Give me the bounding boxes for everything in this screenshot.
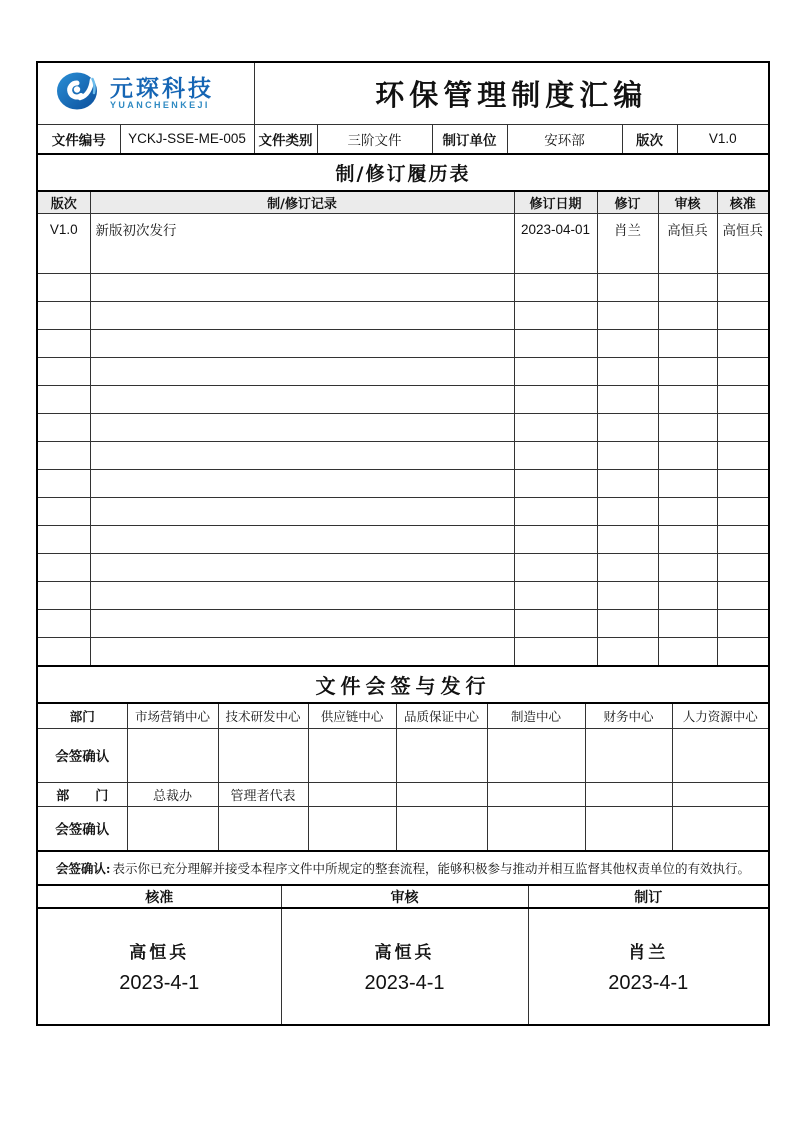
revision-row (38, 213, 768, 245)
revision-empty-rows (38, 245, 768, 665)
empty-cell (38, 609, 90, 637)
company-name-latin: YUANCHENKEJI (110, 100, 210, 111)
doc-version-label: 版次 (622, 124, 677, 154)
empty-cell (90, 413, 514, 441)
empty-cell (597, 273, 658, 301)
revision-empty-row (38, 553, 768, 581)
empty-cell (717, 413, 768, 441)
empty-cell (38, 413, 90, 441)
empty-cell (658, 441, 717, 469)
dept-cell: 技术研发中心 (218, 704, 308, 728)
revision-empty-row (38, 413, 768, 441)
doc-unit-value: 安环部 (507, 124, 622, 154)
empty-cell (514, 553, 597, 581)
empty-cell (597, 385, 658, 413)
signoff-table (38, 704, 768, 850)
empty-cell (514, 525, 597, 553)
dept-cell: 制造中心 (487, 704, 585, 728)
revision-empty-row (38, 245, 768, 273)
signature-cell (127, 728, 218, 782)
doc-category-value: 三阶文件 (317, 124, 432, 154)
empty-cell (658, 385, 717, 413)
doc-category-label: 文件类别 (254, 124, 317, 154)
empty-cell (90, 329, 514, 357)
logo-cell (38, 63, 254, 124)
empty-cell (90, 609, 514, 637)
revision-empty-row (38, 329, 768, 357)
empty-cell (90, 301, 514, 329)
empty-cell (597, 637, 658, 665)
empty-cell (717, 441, 768, 469)
dept-cell: 市场营销中心 (127, 704, 218, 728)
confirm-label2: 会签确认 (38, 806, 127, 850)
signature-cell (218, 806, 308, 850)
doc-version-value: V1.0 (677, 124, 768, 154)
doc-number-value: YCKJ-SSE-ME-005 (120, 124, 254, 154)
empty-cell (38, 441, 90, 469)
revision-empty-row (38, 357, 768, 385)
revision-empty-row (38, 385, 768, 413)
empty-cell (597, 497, 658, 525)
revision-reviewer: 高恒兵 (658, 213, 717, 245)
empty-cell (597, 525, 658, 553)
empty-cell (658, 301, 717, 329)
doc-info-row (38, 124, 768, 154)
revision-approver: 高恒兵 (717, 213, 768, 245)
signature-cell (308, 728, 396, 782)
empty-cell (717, 497, 768, 525)
empty-cell (38, 273, 90, 301)
signature-cell (672, 728, 768, 782)
empty-cell (514, 637, 597, 665)
empty-cell (658, 637, 717, 665)
empty-cell (658, 329, 717, 357)
empty-cell (597, 301, 658, 329)
company-logo-icon (56, 69, 100, 117)
col-approver: 核准 (717, 192, 768, 213)
revision-empty-row (38, 273, 768, 301)
empty-cell (514, 329, 597, 357)
review-signature-cell (281, 908, 528, 1024)
approver-name: 高恒兵 (129, 943, 190, 963)
empty-cell (90, 441, 514, 469)
dept-cell: 品质保证中心 (396, 704, 487, 728)
revision-record: 新版初次发行 (90, 213, 514, 245)
revision-version: V1.0 (38, 213, 90, 245)
empty-cell (90, 525, 514, 553)
signoff-confirm-row (38, 728, 768, 782)
empty-cell (90, 637, 514, 665)
empty-cell (90, 581, 514, 609)
empty-cell (38, 525, 90, 553)
revision-table (38, 192, 768, 665)
signoff-dept-header-row2 (38, 782, 768, 806)
empty-cell (90, 357, 514, 385)
document-page (36, 61, 770, 1026)
signoff-note (38, 850, 768, 886)
empty-cell (717, 609, 768, 637)
empty-cell (597, 441, 658, 469)
revision-empty-row (38, 525, 768, 553)
signoff-section-title: 文件会签与发行 (38, 665, 768, 704)
dept-cell (672, 782, 768, 806)
signature-cell (487, 806, 585, 850)
empty-cell (717, 385, 768, 413)
drafter-name: 肖兰 (628, 943, 669, 963)
revision-empty-row (38, 609, 768, 637)
approval-header-row (38, 886, 768, 908)
revision-empty-row (38, 469, 768, 497)
page-title: 环保管理制度汇编 (254, 63, 768, 124)
col-version: 版次 (38, 192, 90, 213)
empty-cell (658, 497, 717, 525)
empty-cell (597, 413, 658, 441)
col-reviser: 修订 (597, 192, 658, 213)
dept-cell (487, 782, 585, 806)
empty-cell (658, 273, 717, 301)
revision-section-title: 制/修订履历表 (38, 155, 768, 192)
empty-cell (717, 525, 768, 553)
revision-empty-row (38, 581, 768, 609)
empty-cell (514, 497, 597, 525)
col-date: 修订日期 (514, 192, 597, 213)
empty-cell (514, 441, 597, 469)
signature-cell (396, 806, 487, 850)
empty-cell (514, 385, 597, 413)
empty-cell (597, 357, 658, 385)
document-header-table (38, 63, 768, 155)
empty-cell (597, 609, 658, 637)
drafter-date: 2023-4-1 (608, 972, 689, 994)
empty-cell (717, 273, 768, 301)
revision-empty-row (38, 441, 768, 469)
empty-cell (717, 245, 768, 273)
empty-cell (38, 357, 90, 385)
empty-cell (658, 469, 717, 497)
empty-cell (514, 581, 597, 609)
reviewer-name: 高恒兵 (374, 943, 435, 963)
approval-table (38, 886, 768, 1024)
empty-cell (658, 581, 717, 609)
empty-cell (38, 581, 90, 609)
empty-cell (514, 357, 597, 385)
revision-empty-row (38, 637, 768, 665)
dept-cell: 供应链中心 (308, 704, 396, 728)
empty-cell (717, 469, 768, 497)
empty-cell (597, 245, 658, 273)
col-reviewer: 审核 (658, 192, 717, 213)
empty-cell (38, 301, 90, 329)
empty-cell (717, 581, 768, 609)
empty-cell (597, 469, 658, 497)
empty-cell (90, 497, 514, 525)
dept-cell (396, 782, 487, 806)
signature-cell (218, 728, 308, 782)
signature-cell (487, 728, 585, 782)
doc-unit-label: 制订单位 (432, 124, 507, 154)
signature-cell (127, 806, 218, 850)
dept-label: 部门 (38, 704, 127, 728)
empty-cell (514, 413, 597, 441)
signature-cell (585, 806, 672, 850)
empty-cell (90, 553, 514, 581)
approve-signature-cell (38, 908, 281, 1024)
dept-label2: 部 门 (38, 782, 127, 806)
draft-signature-cell (528, 908, 768, 1024)
signoff-confirm-row2 (38, 806, 768, 850)
revision-date: 2023-04-01 (514, 213, 597, 245)
empty-cell (658, 245, 717, 273)
empty-cell (90, 385, 514, 413)
signature-cell (396, 728, 487, 782)
dept-cell: 人力资源中心 (672, 704, 768, 728)
revision-empty-row (38, 497, 768, 525)
dept-cell (585, 782, 672, 806)
empty-cell (717, 637, 768, 665)
empty-cell (514, 609, 597, 637)
empty-cell (38, 385, 90, 413)
empty-cell (597, 553, 658, 581)
empty-cell (38, 497, 90, 525)
empty-cell (658, 413, 717, 441)
empty-cell (90, 469, 514, 497)
signoff-dept-header-row (38, 704, 768, 728)
empty-cell (658, 609, 717, 637)
company-name: 元琛科技 (110, 75, 214, 102)
approve-title: 核准 (38, 886, 281, 908)
approval-signature-row (38, 908, 768, 1024)
dept-cell: 财务中心 (585, 704, 672, 728)
revision-header-row (38, 192, 768, 213)
empty-cell (38, 329, 90, 357)
empty-cell (90, 245, 514, 273)
signature-cell (672, 806, 768, 850)
confirm-label: 会签确认 (38, 728, 127, 782)
empty-cell (38, 245, 90, 273)
col-record: 制/修订记录 (90, 192, 514, 213)
approver-date: 2023-4-1 (119, 972, 200, 994)
empty-cell (597, 581, 658, 609)
empty-cell (717, 357, 768, 385)
draft-title: 制订 (528, 886, 768, 908)
empty-cell (38, 469, 90, 497)
empty-cell (90, 273, 514, 301)
empty-cell (514, 469, 597, 497)
empty-cell (658, 357, 717, 385)
doc-number-label: 文件编号 (38, 124, 120, 154)
empty-cell (597, 329, 658, 357)
dept-cell (308, 782, 396, 806)
signoff-note-label: 会签确认: (55, 861, 111, 876)
signature-cell (585, 728, 672, 782)
dept-cell: 管理者代表 (218, 782, 308, 806)
empty-cell (717, 553, 768, 581)
signoff-note-text: 表示你已充分理解并接受本程序文件中所规定的整套流程，能够积极参与推动并相互监督其他权责单位的有效执行。 (112, 861, 751, 876)
revision-reviser: 肖兰 (597, 213, 658, 245)
empty-cell (38, 637, 90, 665)
empty-cell (658, 525, 717, 553)
empty-cell (717, 301, 768, 329)
empty-cell (717, 329, 768, 357)
dept-cell: 总裁办 (127, 782, 218, 806)
signature-cell (308, 806, 396, 850)
empty-cell (38, 553, 90, 581)
reviewer-date: 2023-4-1 (364, 972, 445, 994)
review-title: 审核 (281, 886, 528, 908)
empty-cell (514, 301, 597, 329)
empty-cell (514, 273, 597, 301)
revision-empty-row (38, 301, 768, 329)
empty-cell (514, 245, 597, 273)
empty-cell (658, 553, 717, 581)
